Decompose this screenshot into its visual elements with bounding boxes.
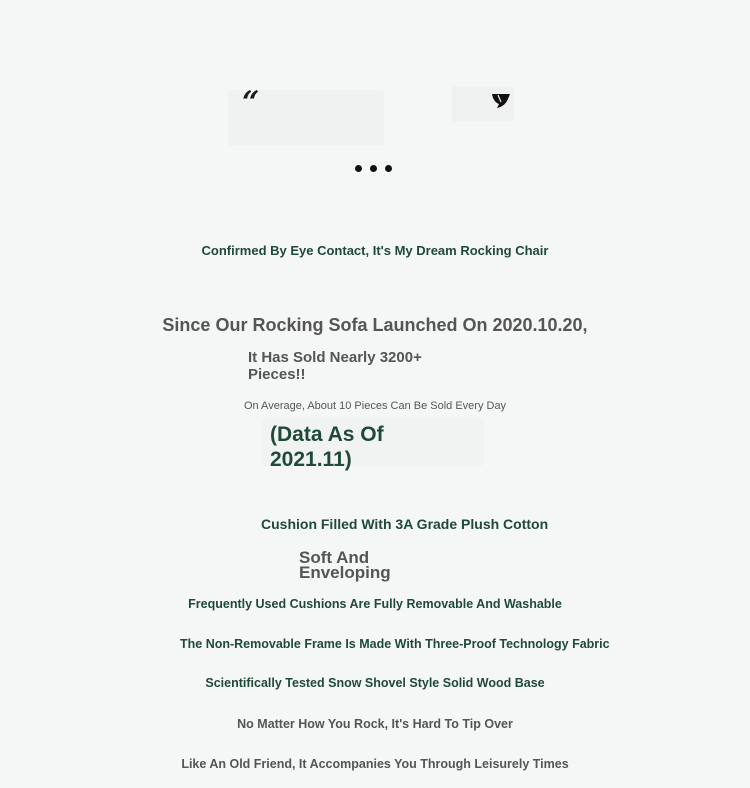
carousel-dot[interactable] (355, 165, 362, 172)
frame-feature-text: The Non-Removable Frame Is Made With Three-Proof Technology Fabric (180, 637, 610, 651)
sold-count-text: It Has Sold Nearly 3200+ Pieces!! (248, 349, 422, 383)
quote-close-icon (488, 91, 514, 111)
carousel-dot[interactable] (370, 165, 377, 172)
friend-feature-text: Like An Old Friend, It Accompanies You Through Leisurely Times (181, 757, 569, 771)
base-feature-text: Scientifically Tested Snow Shovel Style Solid Wood Base (205, 676, 545, 690)
carousel-dots (355, 165, 392, 172)
headline-text: Confirmed By Eye Contact, It's My Dream Rocking Chair (201, 243, 549, 258)
average-sales-text: On Average, About 10 Pieces Can Be Sold Every Day (243, 400, 507, 412)
quote-open-icon: “ (242, 85, 260, 120)
removable-feature-text: Frequently Used Cushions Are Fully Removable And Washable (188, 597, 562, 611)
data-date-note: (Data As Of 2021.11) (270, 423, 384, 471)
launch-date-text: Since Our Rocking Sofa Launched On 2020.10.20, (162, 315, 588, 335)
soft-feature-text: Soft And Enveloping (299, 548, 391, 582)
cushion-feature-text: Cushion Filled With 3A Grade Plush Cotton (261, 516, 549, 532)
tip-feature-text: No Matter How You Rock, It's Hard To Tip Over (237, 717, 513, 731)
carousel-dot[interactable] (385, 165, 392, 172)
